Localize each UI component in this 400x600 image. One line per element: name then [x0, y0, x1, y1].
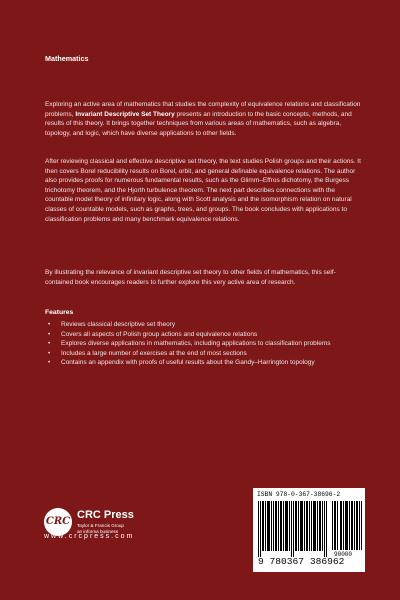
ean-digits: 9 780367 386962 — [258, 556, 345, 567]
description-paragraph-2: After reviewing classical and effective descriptive set theory, the text studies Polish groups and their actions. It then covers Borel reducibility results on Borel, orbit, and general definable equivalence relations. The author also provides proofs for numerous fundamental results, such as the Glimm–Effros dichotomy, the Burgess trichotomy theorem, and the Hjorth turbulence theorem. The next part describes connections with the countable model theory of infinitary logic, along with Scott analysis and the isomorphism relation on natural classes of countable models, such as graphs, trees, and groups. The book concludes with applications to classification problems and many benchmark equivalence relations. — [45, 158, 361, 223]
logo-mark-text: CRC — [45, 516, 71, 527]
publisher-url: www.crcpress.com — [44, 533, 135, 540]
feature-item: • Contains an appendix with proofs of useful results about the Gandy–Harrington topology — [45, 358, 363, 368]
addon-digits: 90000 — [334, 551, 353, 558]
subject-category: Mathematics — [45, 54, 89, 63]
publisher-name: CRC Press — [77, 509, 134, 521]
publisher-group-name: Taylor & Francis Group — [77, 523, 124, 528]
features-list — [45, 320, 363, 368]
description-paragraph-1 — [45, 100, 363, 138]
publisher-tagline: an informa business — [77, 529, 119, 534]
feature-item: • Explores diverse applications in mathematics, including applications to classification problems — [45, 339, 363, 349]
addon-barcode-icon — [332, 501, 362, 550]
description-paragraph-3: By illustrating the relevance of invariant descriptive set theory to other fields of mathematics, this self-contained book encourages readers to further explore this very active area of research. — [45, 269, 336, 286]
description-rest: presents an introduction to the basic concepts, methods, and results of this theory. It brings together techniques from various areas of mathematics, such as algebra, topology, and logic, which have diverse applications to other fields. — [45, 110, 352, 137]
feature-item: • Reviews classical descriptive set theory — [45, 320, 363, 330]
isbn-label: ISBN 978-0-367-38696-2 — [257, 491, 341, 498]
barcode-block — [253, 488, 365, 572]
ean-barcode-icon — [258, 501, 328, 557]
feature-item: • Includes a large number of exercises at the end of most sections — [45, 349, 363, 359]
book-title: Invariant Descriptive Set Theory — [75, 110, 175, 118]
publisher-logo — [44, 508, 154, 548]
feature-item: • Covers all aspects of Polish group actions and equivalence relations — [45, 330, 363, 340]
features-heading: Features — [45, 309, 74, 316]
description-lead: Exploring an active area of mathematics that studies the complexity of equivalence relations and classification problems, — [45, 101, 361, 118]
crc-logo-icon — [44, 508, 72, 536]
